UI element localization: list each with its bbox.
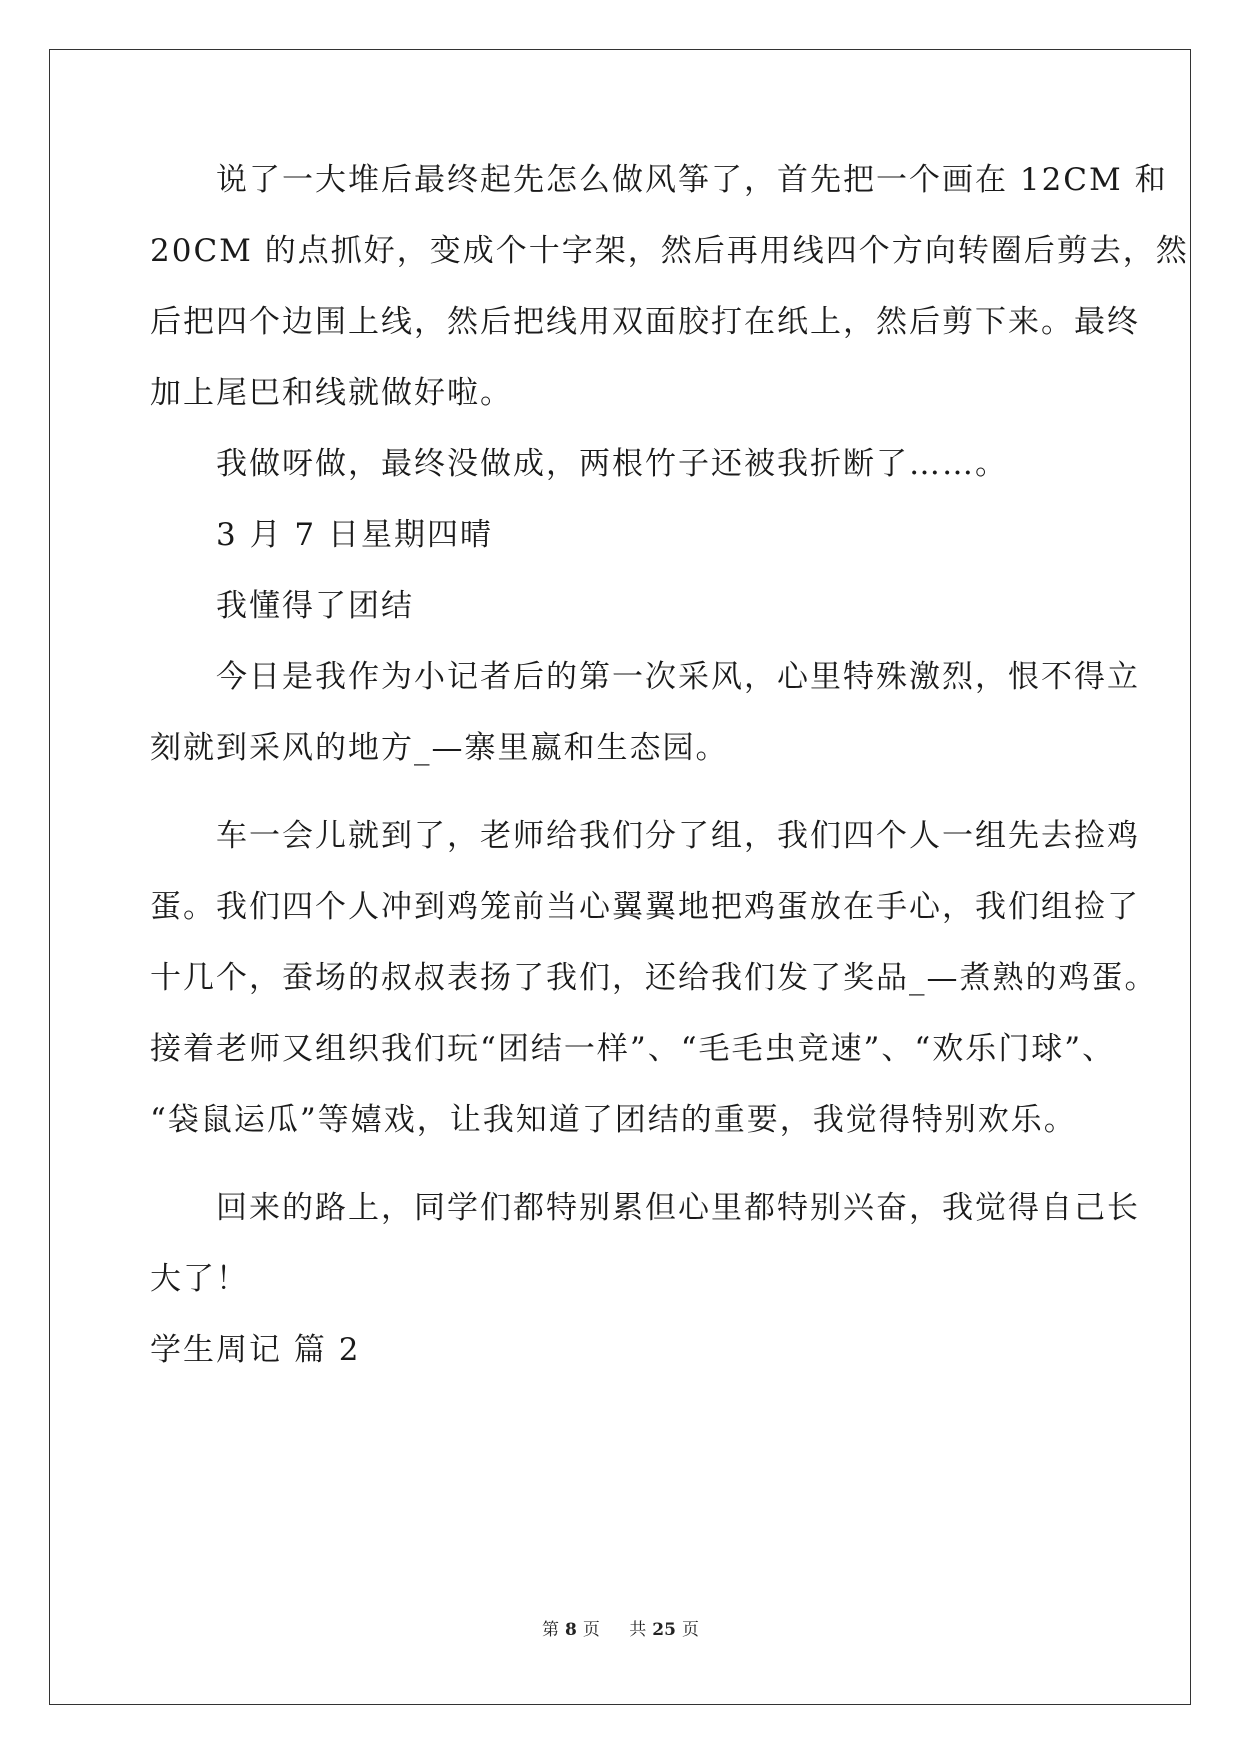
text-line: 回来的路上，同学们都特别累但心里都特别兴奋，我觉得自己长 xyxy=(150,1190,1140,1226)
text-line: 我懂得了团结 xyxy=(150,588,414,624)
total-pages-label: 共 25 页 xyxy=(629,1620,699,1640)
text-line: 大了！ xyxy=(150,1261,249,1297)
section-heading: 学生周记 篇 2 xyxy=(150,1332,361,1368)
text-line: 接着老师又组织我们玩“团结一样”、“毛毛虫竞速”、“欢乐门球”、 xyxy=(150,1031,1116,1067)
text-line: 今日是我作为小记者后的第一次采风，心里特殊激烈，恨不得立 xyxy=(150,659,1140,695)
text-line: 后把四个边围上线，然后把线用双面胶打在纸上，然后剪下来。最终 xyxy=(150,304,1140,340)
text-line: 车一会儿就到了，老师给我们分了组，我们四个人一组先去捡鸡 xyxy=(150,818,1140,854)
text-line: “袋鼠运瓜”等嬉戏，让我知道了团结的重要，我觉得特别欢乐。 xyxy=(150,1102,1077,1138)
current-page-number: 8 xyxy=(565,1620,577,1640)
text-line: 说了一大堆后最终起先怎么做风筝了，首先把一个画在 12CM 和 xyxy=(150,162,1168,198)
total-pages-number: 25 xyxy=(652,1620,676,1640)
page-border xyxy=(49,49,1191,1705)
text-line: 我做呀做，最终没做成，两根竹子还被我折断了……。 xyxy=(150,446,1008,482)
text-line: 20CM 的点抓好，变成个十字架，然后再用线四个方向转圈后剪去，然 xyxy=(150,233,1189,269)
text-line: 十几个，蚕场的叔叔表扬了我们，还给我们发了奖品_—煮熟的鸡蛋。 xyxy=(150,960,1158,996)
text-line: 蛋。我们四个人冲到鸡笼前当心翼翼地把鸡蛋放在手心，我们组捡了 xyxy=(150,889,1140,925)
text-line: 加上尾巴和线就做好啦。 xyxy=(150,375,513,411)
page-footer xyxy=(0,1619,1241,1641)
text-line: 刻就到采风的地方_—寨里嬴和生态园。 xyxy=(150,730,729,766)
text-line: 3 月 7 日星期四晴 xyxy=(150,517,494,553)
current-page-label: 第 8 页 xyxy=(542,1620,600,1640)
